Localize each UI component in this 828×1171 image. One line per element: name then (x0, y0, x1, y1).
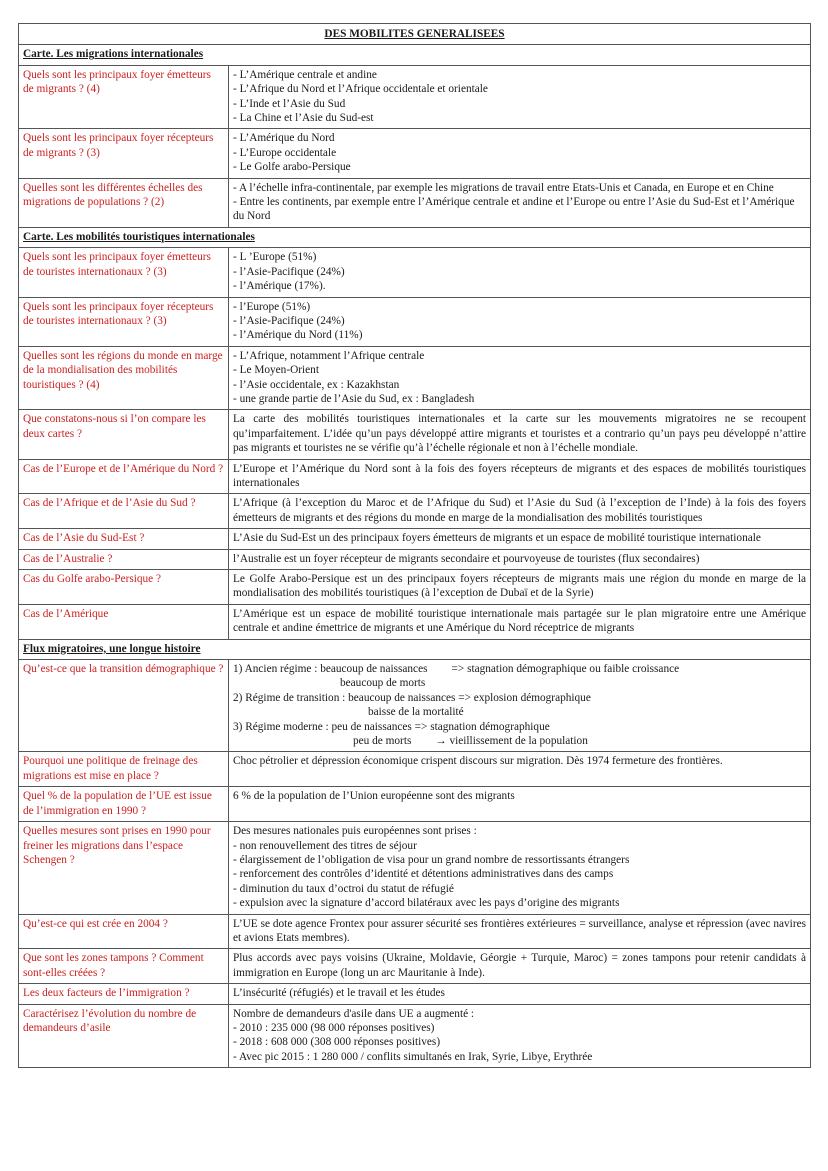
answer-line: beaucoup de morts (340, 677, 426, 690)
answer-cell (229, 129, 811, 178)
answer-line: - 2010 : 235 000 (98 000 réponses positives) (233, 1021, 435, 1034)
answer-line: - l’Amérique du Nord (11%) (233, 329, 363, 342)
answer-line: - l’Asie-Pacifique (24%) (233, 314, 345, 327)
answer-line: - L’Amérique du Nord (233, 132, 335, 145)
answer-cell: L’Asie du Sud-Est un des principaux foyers émetteurs de migrants et un espace de mobilité touristique internationale (229, 529, 811, 549)
answer-line: - L’Europe occidentale (233, 146, 337, 159)
table-row (19, 752, 811, 787)
question-cell: Cas du Golfe arabo-Persique ? (19, 570, 229, 605)
answer-line: 3) Régime moderne : peu de naissances => stagnation démographique (233, 720, 550, 733)
answer-line: - l’Asie-Pacifique (24%) (233, 265, 345, 278)
table-row (19, 570, 811, 605)
answer-cell: Plus accords avec pays voisins (Ukraine, Moldavie, Géorgie + Turquie, Maroc) = zones tampons pour retenir candidats à immigration en Europe (long un arc Mauritanie à Inde). (229, 949, 811, 984)
answer-cell (229, 822, 811, 914)
question-cell: Cas de l’Amérique (19, 604, 229, 639)
answer-line (233, 734, 806, 748)
answer-line: - Le Moyen-Orient (233, 364, 319, 377)
table-row (19, 787, 811, 822)
answer-cell (229, 297, 811, 346)
answer-cell: L’Europe et l’Amérique du Nord sont à la fois des foyers récepteurs de migrants et des espaces de mobilités touristiques internationales (229, 459, 811, 494)
section-header-row (19, 639, 811, 659)
answer-cell (229, 178, 811, 227)
table-row (19, 984, 811, 1004)
table-row (19, 410, 811, 459)
answer-line: - non renouvellement des titres de séjour (233, 839, 417, 852)
table-row (19, 297, 811, 346)
answer-cell (229, 248, 811, 297)
table-row (19, 549, 811, 569)
answer-line: - L’Inde et l’Asie du Sud (233, 97, 346, 110)
answer-cell: L’Amérique est un espace de mobilité touristique internationale mais partagée sur le plan migratoire entre une Amérique centrale et andine émettrice de migrants et une Amérique du Nord réceptrice de migrants (229, 604, 811, 639)
question-cell: Quelles sont les différentes échelles des migrations de populations ? (2) (19, 178, 229, 227)
question-cell: Cas de l’Australie ? (19, 549, 229, 569)
answer-text: peu de morts (353, 735, 412, 748)
answer-line: - L’Afrique, notamment l’Afrique centrale (233, 349, 425, 362)
answer-line: - renforcement des contrôles d’identité et détentions administratives dans des camps (233, 868, 614, 881)
answer-line: - diminution du taux d’octroi du statut de réfugié (233, 882, 454, 895)
table-row (19, 178, 811, 227)
answer-line: Nombre de demandeurs d'asile dans UE a augmenté : (233, 1007, 475, 1020)
answer-cell (229, 346, 811, 410)
page-title: DES MOBILITES GENERALISEES (19, 24, 811, 45)
answer-cell: 6 % de la population de l’Union européenne sont des migrants (229, 787, 811, 822)
answer-line: - Le Golfe arabo-Persique (233, 161, 351, 174)
answer-text: 1) Ancien régime : beaucoup de naissances (233, 663, 428, 676)
answer-line: - une grande partie de l’Asie du Sud, ex : Bangladesh (233, 392, 475, 405)
answer-line: - Entre les continents, par exemple entre l’Amérique centrale et andine et l’Europe ou entre l’Asie du Sud-Est et l’Amérique du Nord (233, 196, 795, 223)
section-header-row (19, 227, 811, 247)
answer-cell: Le Golfe Arabo-Persique est un des principaux foyers récepteurs de migrants mais une région du monde en marge de la mondialisation des mobilités touristiques (à l’exception de Dubaï et de la Syrie) (229, 570, 811, 605)
answer-text: → vieillissement de la population (435, 735, 588, 748)
question-cell: Pourquoi une politique de freinage des migrations est mise en place ? (19, 752, 229, 787)
answer-line: - L’Amérique centrale et andine (233, 68, 377, 81)
question-cell: Quels sont les principaux foyer récepteurs de touristes internationaux ? (3) (19, 297, 229, 346)
question-cell: Qu’est-ce qui est crée en 2004 ? (19, 914, 229, 949)
question-cell: Que sont les zones tampons ? Comment sont-elles créées ? (19, 949, 229, 984)
table-row (19, 65, 811, 129)
revision-table (18, 23, 811, 1068)
table-row (19, 949, 811, 984)
table-row (19, 914, 811, 949)
table-row (19, 129, 811, 178)
question-cell: Quels sont les principaux foyer émetteurs de touristes internationaux ? (3) (19, 248, 229, 297)
table-row (19, 529, 811, 549)
question-cell: Quels sont les principaux foyer émetteurs de migrants ? (4) (19, 65, 229, 129)
answer-cell: Choc pétrolier et dépression économique crispent discours sur migration. Dès 1974 fermeture des frontières. (229, 752, 811, 787)
question-cell: Quel % de la population de l’UE est issue de l’immigration en 1990 ? (19, 787, 229, 822)
table-row (19, 1004, 811, 1068)
answer-line: - A l’échelle infra-continentale, par exemple les migrations de travail entre Etats-Unis et Canada, en Europe et en Chine (233, 181, 774, 194)
table-row (19, 494, 811, 529)
table-row (19, 822, 811, 914)
answer-line: - L’Afrique du Nord et l’Afrique occidentale et orientale (233, 83, 488, 96)
answer-line: - l’Asie occidentale, ex : Kazakhstan (233, 378, 400, 391)
question-cell: Cas de l’Europe et de l’Amérique du Nord ? (19, 459, 229, 494)
table-row (19, 660, 811, 752)
answer-cell: L’Afrique (à l’exception du Maroc et de l’Afrique du Sud) et l’Asie du Sud (à l’exception de l’Inde) à la fois des foyers émetteurs de migrants et des régions du monde en marge de la mondialisation des mobilités touristiques (229, 494, 811, 529)
question-cell: Quelles mesures sont prises en 1990 pour freiner les migrations dans l’espace Schengen ? (19, 822, 229, 914)
section-header-row (19, 45, 811, 65)
section-heading-tourism: Carte. Les mobilités touristiques internationales (19, 227, 811, 247)
answer-text: => stagnation démographique ou faible croissance (451, 663, 680, 676)
answer-cell: L’insécurité (réfugiés) et le travail et les études (229, 984, 811, 1004)
answer-cell: La carte des mobilités touristiques internationales et la carte sur les mouvements migratoires ne se recoupent qu’imparfaitement. L’idée qu’un pays développé attire migrants et touristes et a contrario qu’un pays peu développé n’attire pas migrants et touristes ne se vérifie qu’à l’échelle régionale et non à l’échelle mondiale. (229, 410, 811, 459)
table-row (19, 346, 811, 410)
answer-cell: L’UE se dote agence Frontex pour assurer sécurité ses frontières extérieures = surveillance, analyse et répression (avec navires et avions Etats membres). (229, 914, 811, 949)
answer-line: - La Chine et l’Asie du Sud-est (233, 112, 374, 125)
answer-line: - L ’Europe (51%) (233, 251, 317, 264)
question-cell: Quelles sont les régions du monde en marge de la mondialisation des mobilités touristiques ? (4) (19, 346, 229, 410)
answer-line: - expulsion avec la signature d’accord bilatéraux avec les pays d’origine des migrants (233, 897, 620, 910)
question-cell: Les deux facteurs de l’immigration ? (19, 984, 229, 1004)
question-cell: Cas de l’Asie du Sud-Est ? (19, 529, 229, 549)
table-row (19, 459, 811, 494)
table-row (19, 604, 811, 639)
title-row (19, 24, 811, 45)
question-cell: Caractérisez l’évolution du nombre de demandeurs d’asile (19, 1004, 229, 1068)
answer-line: - Avec pic 2015 : 1 280 000 / conflits simultanés en Irak, Syrie, Libye, Erythrée (233, 1050, 593, 1063)
section-heading-history: Flux migratoires, une longue histoire (19, 639, 811, 659)
answer-line: 2) Régime de transition : beaucoup de naissances => explosion démographique (233, 691, 591, 704)
answer-cell: l’Australie est un foyer récepteur de migrants secondaire et pourvoyeuse de touristes (flux secondaires) (229, 549, 811, 569)
question-cell: Qu’est-ce que la transition démographique ? (19, 660, 229, 752)
section-heading-migrations: Carte. Les migrations internationales (19, 45, 811, 65)
answer-cell (229, 65, 811, 129)
table-row (19, 248, 811, 297)
question-cell: Que constatons-nous si l’on compare les deux cartes ? (19, 410, 229, 459)
answer-cell (229, 660, 811, 752)
question-cell: Cas de l’Afrique et de l’Asie du Sud ? (19, 494, 229, 529)
answer-line: Des mesures nationales puis européennes sont prises : (233, 825, 477, 838)
answer-line: - élargissement de l’obligation de visa pour un grand nombre de ressortissants étrangers (233, 853, 630, 866)
question-cell: Quels sont les principaux foyer récepteurs de migrants ? (3) (19, 129, 229, 178)
answer-line (233, 662, 806, 676)
answer-line: - 2018 : 608 000 (308 000 réponses positives) (233, 1036, 441, 1049)
answer-line: - l’Amérique (17%). (233, 280, 326, 293)
answer-line: baisse de la mortalité (368, 706, 464, 719)
answer-cell (229, 1004, 811, 1068)
answer-line: - l’Europe (51%) (233, 300, 311, 313)
